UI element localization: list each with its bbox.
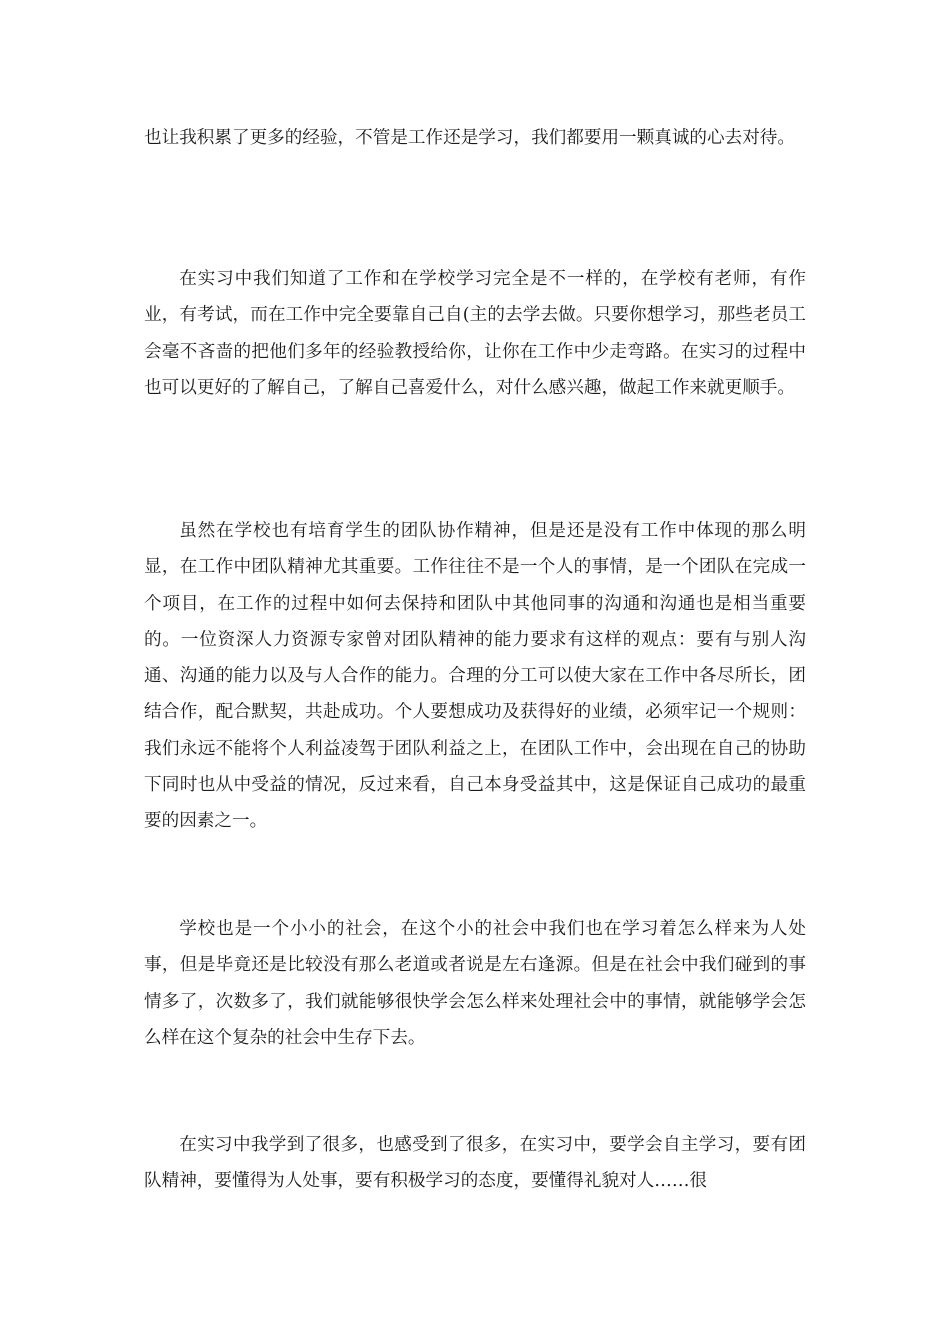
paragraph-team-spirit: 虽然在学校也有培育学生的团队协作精神，但是还是没有工作中体现的那么明显，在工作中团队精神尤其重要。工作往往不是一个人的事情，是一个团队在完成一个项目，在工作的过程中如何去保持和团队中其他同事的沟通和沟通也是相当重要的。一位资深人力资源专家曾对团队精神的能力要求有这样的观点：要有与别人沟通、沟通的能力以及与人合作的能力。合理的分工可以使大家在工作中各尽所长，团结合作，配合默契，共赴成功。个人要想成功及获得好的业绩，必须牢记一个规则：我们永远不能将个人利益凌驾于团队利益之上，在团队工作中，会出现在自己的协助下同时也从中受益的情况，反过来看，自己本身受益其中，这是保证自己成功的最重要的因素之一。 <box>144 521 806 832</box>
paragraph-continuation: 也让我积累了更多的经验，不管是工作还是学习，我们都要用一颗真诚的心去对待。 <box>144 128 795 148</box>
paragraph-work-vs-school: 在实习中我们知道了工作和在学校学习完全是不一样的，在学校有老师，有作业，有考试，而在工作中完全要靠自己自(主的去学去做。只要你想学习，那些老员工会毫不吝啬的把他们多年的经验教授给你，让你在工作中少走弯路。在实习的过程中也可以更好的了解自己，了解自己喜爱什么，对什么感兴趣，做起工作来就更顺手。 <box>144 269 806 398</box>
paragraph-school-society: 学校也是一个小小的社会，在这个小的社会中我们也在学习着怎么样来为人处事，但是毕竟还是比较没有那么老道或者说是左右逢源。但是在社会中我们碰到的事情多了，次数多了，我们就能够很快学会怎么样来处理社会中的事情，就能够学会怎么样在这个复杂的社会中生存下去。 <box>144 919 806 1048</box>
paragraph-summary: 在实习中我学到了很多，也感受到了很多，在实习中，要学会自主学习，要有团队精神，要懂得为人处事，要有积极学习的态度，要懂得礼貌对人……很 <box>144 1135 806 1192</box>
